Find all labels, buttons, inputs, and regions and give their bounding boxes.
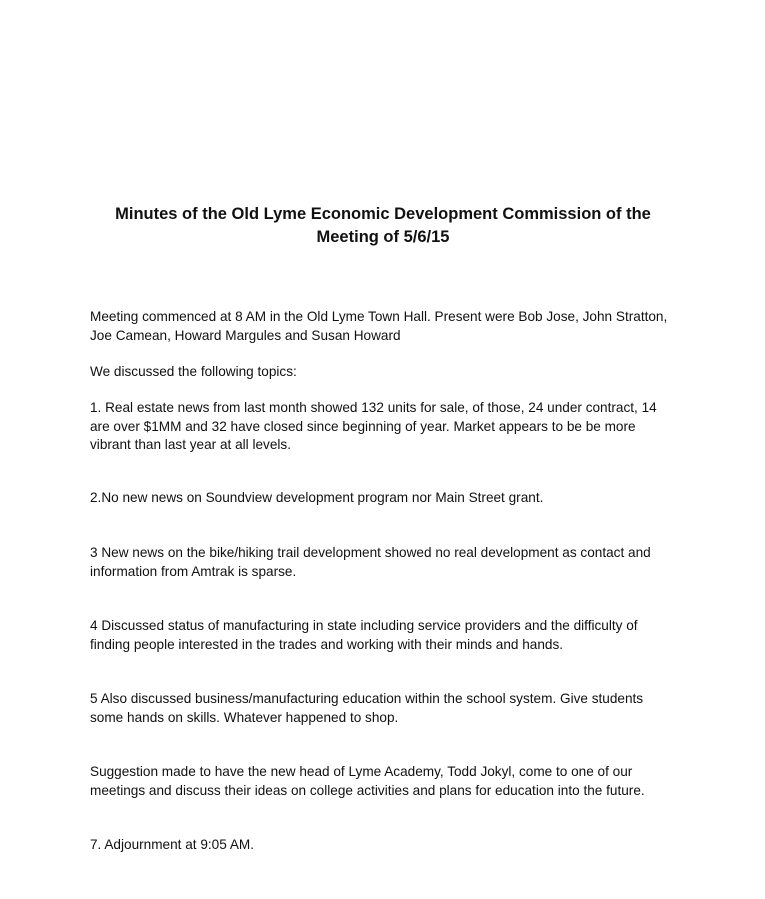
topic-education: 5 Also discussed business/manufacturing education within the school system. Give students some hands on skills. Whatever happened to shop. (90, 691, 644, 725)
attendance-paragraph: Meeting commenced at 8 AM in the Old Lyme Town Hall. Present were Bob Jose, John Stratton, Joe Camean, Howard Margules and Susan Howard (90, 309, 668, 343)
topic-soundview: 2.No new news on Soundview development program nor Main Street grant. (90, 490, 544, 505)
adjournment-paragraph: 7. Adjournment at 9:05 AM. (90, 837, 254, 852)
document-title: Minutes of the Old Lyme Economic Development Commission of the Meeting of 5/6/15 (115, 205, 651, 246)
topic-trail-development: 3 New news on the bike/hiking trail development showed no real development as contact and information from Amtrak is sparse. (90, 545, 651, 579)
suggestion-paragraph: Suggestion made to have the new head of Lyme Academy, Todd Jokyl, come to one of our meetings and discuss their ideas on college activities and plans for education into the future. (90, 764, 645, 798)
topics-intro: We discussed the following topics: (90, 364, 297, 379)
topic-manufacturing: 4 Discussed status of manufacturing in state including service providers and the difficulty of finding people interested in the trades and working with their minds and hands. (90, 618, 638, 652)
topic-real-estate: 1. Real estate news from last month showed 132 units for sale, of those, 24 under contract, 14 are over $1MM and 32 have closed since beginning of year. Market appears to be be more vibrant than last year at all levels. (90, 400, 657, 452)
